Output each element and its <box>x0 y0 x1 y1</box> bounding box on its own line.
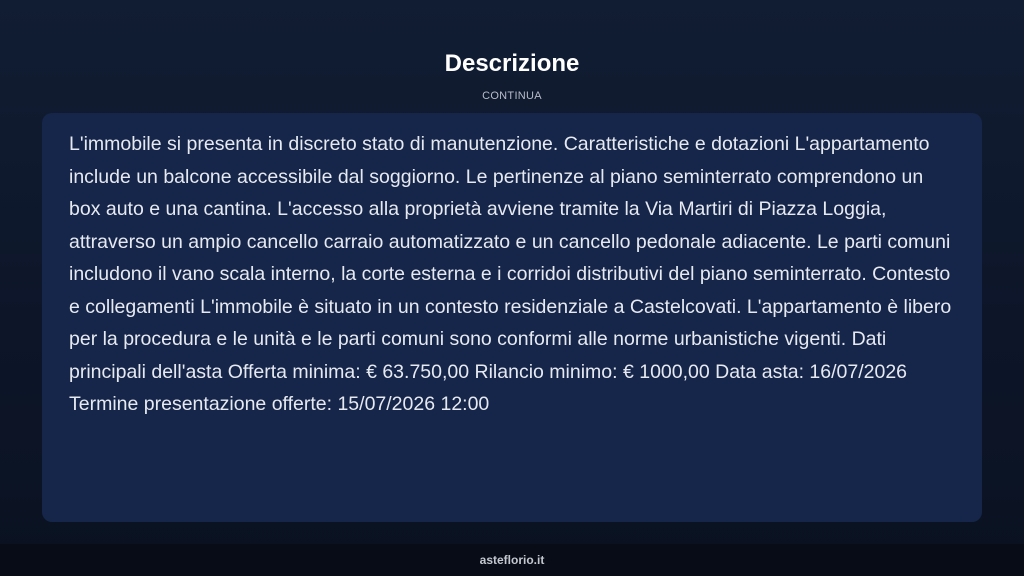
footer-site-name: asteflorio.it <box>479 553 545 567</box>
page-subtitle: CONTINUA <box>482 90 542 102</box>
description-card <box>42 113 982 522</box>
page-title: Descrizione <box>444 50 580 77</box>
description-text: L'immobile si presenta in discreto stato di manutenzione. Caratteristiche e dotazioni L'appartamento include un balcone accessibile dal soggiorno. Le pertinenze al piano seminterrato comprendono un box auto e una cantina. L'accesso alla proprietà avviene tramite la Via Martiri di Piazza Loggia, attraverso un ampio cancello carraio automatizzato e un cancello pedonale adiacente. Le parti comuni includono il vano scala interno, la corte esterna e i corridoi distributivi del piano seminterrato. Contesto e collegamenti L'immobile è situato in un contesto residenziale a Castelcovati. L'appartamento è libero per la procedura e le unità e le parti comuni sono conformi alle norme urbanistiche vigenti. Dati principali dell'asta Offerta minima: € 63.750,00 Rilancio minimo: € 1000,00 Data asta: 16/07/2026 Termine presentazione offerte: 15/07/2026 12:00 <box>69 133 952 415</box>
footer-bar <box>0 544 1024 576</box>
